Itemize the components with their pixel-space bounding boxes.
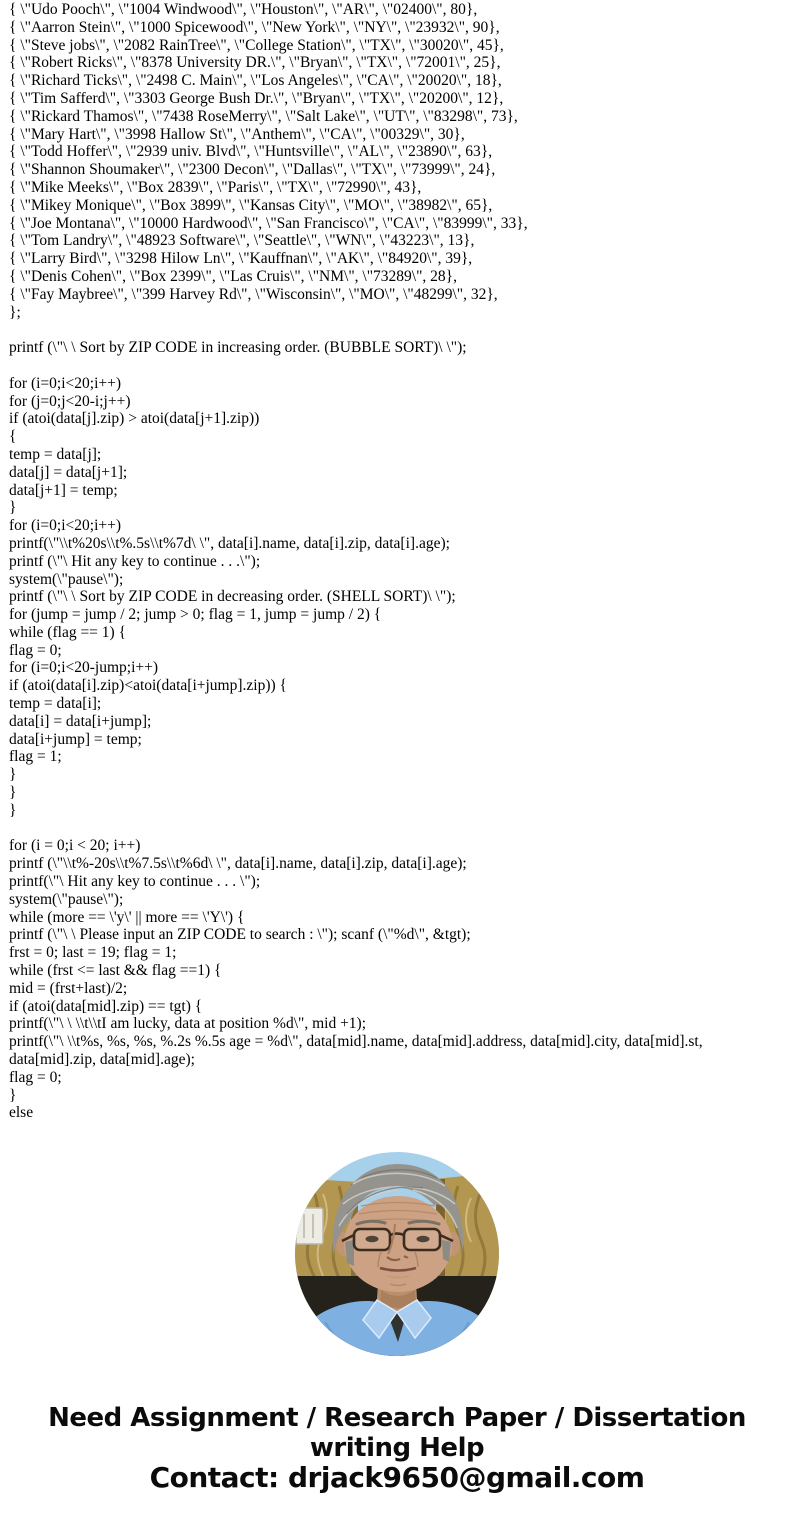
code-line: flag = 0; [9, 1068, 62, 1086]
avatar-wall-frame [296, 1208, 323, 1244]
code-line: while (more == \'y\' || more == \'Y\') { [9, 908, 245, 926]
promo-contact-email: Contact: drjack9650@gmail.com [149, 1461, 645, 1494]
code-line: if (atoi(data[j].zip) > atoi(data[j+1].zip)) [9, 410, 260, 428]
code-line: { [9, 428, 17, 446]
code-line: { \"Steve jobs\", \"2082 RainTree\", \"College Station\", \"TX\", \"30020\", 45}, [9, 36, 504, 54]
promo-line-2: writing Help [309, 1433, 485, 1463]
code-line: temp = data[j]; [9, 445, 102, 463]
code-line: printf (\"\ \ Sort by ZIP CODE in increasing order. (BUBBLE SORT)\ \"); [9, 339, 467, 357]
code-line [9, 820, 731, 838]
code-line: } [9, 499, 17, 517]
code-line: { \"Fay Maybree\", \"399 Harvey Rd\", \"Wisconsin\", \"MO\", \"48299\", 32}, [9, 285, 498, 303]
code-line: } [9, 784, 17, 802]
code-line: data[i] = data[i+jump]; [9, 712, 152, 730]
code-line: printf (\"\\t%-20s\\t%7.5s\\t%6d\ \", data[i].name, data[i].zip, data[i].age); [9, 855, 467, 873]
code-line: printf (\"\ \ Please input an ZIP CODE to search : \"); scanf (\"%d\", &tgt); [9, 926, 471, 944]
code-line: { \"Robert Ricks\", \"8378 University DR.\", \"Bryan\", \"TX\", \"72001\", 25}, [9, 54, 501, 72]
code-line: data[j+1] = temp; [9, 481, 118, 499]
code-line: else [9, 1104, 34, 1122]
code-line: printf(\"\\t%20s\\t%.5s\\t%7d\ \", data[i].name, data[i].zip, data[i].age); [9, 534, 450, 552]
code-line: { \"Aarron Stein\", \"1000 Spicewood\", \"New York\", \"NY\", \"23932\", 90}, [9, 18, 500, 36]
code-block [9, 1, 731, 1122]
code-line: for (i=0;i<20;i++) [9, 517, 122, 535]
code-line: while (flag == 1) { [9, 623, 127, 641]
code-line: { \"Tim Safferd\", \"3303 George Bush Dr.\", \"Bryan\", \"TX\", \"20200\", 12}, [9, 89, 504, 107]
code-line: { \"Mikey Monique\", \"Box 3899\", \"Kansas City\", \"MO\", \"38982\", 65}, [9, 196, 493, 214]
code-line: { \"Richard Ticks\", \"2498 C. Main\", \"Los Angeles\", \"CA\", \"20020\", 18}, [9, 72, 502, 90]
code-line: if (atoi(data[mid].zip) == tgt) { [9, 997, 203, 1015]
code-line: { \"Mike Meeks\", \"Box 2839\", \"Paris\", \"TX\", \"72990\", 43}, [9, 178, 422, 196]
code-line: printf (\"\ Hit any key to continue . . .\"); [9, 552, 261, 570]
code-line: } [9, 766, 17, 784]
code-line: frst = 0; last = 19; flag = 1; [9, 944, 177, 962]
code-line: system(\"pause\"); [9, 570, 124, 588]
code-line: flag = 1; [9, 748, 62, 766]
code-line: for (jump = jump / 2; jump > 0; flag = 1, jump = jump / 2) { [9, 606, 382, 624]
code-line: { \"Joe Montana\", \"10000 Hardwood\", \"San Francisco\", \"CA\", \"83999\", 33}, [9, 214, 528, 232]
code-line: printf(\"\ Hit any key to continue . . . \"); [9, 873, 261, 891]
code-line: for (i=0;i<20-jump;i++) [9, 659, 159, 677]
code-line: mid = (frst+last)/2; [9, 979, 128, 997]
code-line: { \"Rickard Thamos\", \"7438 RoseMerry\", \"Salt Lake\", \"UT\", \"83298\", 73}, [9, 107, 518, 125]
code-line: system(\"pause\"); [9, 890, 124, 908]
code-line: { \"Denis Cohen\", \"Box 2399\", \"Las Cruis\", \"NM\", \"73289\", 28}, [9, 267, 458, 285]
profile-photo-illustration [295, 1152, 499, 1356]
code-line: { \"Larry Bird\", \"3298 Hilow Ln\", \"Kauffnan\", \"AK\", \"84920\", 39}, [9, 250, 473, 268]
code-line: if (atoi(data[i].zip)<atoi(data[i+jump].zip)) { [9, 677, 287, 695]
code-line: for (j=0;j<20-i;j++) [9, 392, 131, 410]
code-line: printf(\"\ \ \\t\\tI am lucky, data at position %d\", mid +1); [9, 1015, 367, 1033]
code-line: data[j] = data[j+1]; [9, 463, 128, 481]
promo-text [0, 1403, 794, 1493]
code-line: } [9, 801, 17, 819]
code-line: { \"Mary Hart\", \"3998 Hallow St\", \"Anthem\", \"CA\", \"00329\", 30}, [9, 125, 465, 143]
code-line: for (i = 0;i < 20; i++) [9, 837, 141, 855]
promo-line-1: Need Assignment / Research Paper / Dissertation [48, 1403, 746, 1433]
profile-photo [295, 1152, 499, 1356]
code-line [9, 357, 731, 375]
code-line: temp = data[i]; [9, 695, 102, 713]
code-line: printf (\"\ \ Sort by ZIP CODE in decreasing order. (SHELL SORT)\ \"); [9, 588, 456, 606]
code-line: { \"Shannon Shoumaker\", \"2300 Decon\", \"Dallas\", \"TX\", \"73999\", 24}, [9, 161, 496, 179]
code-line: { \"Todd Hoffer\", \"2939 univ. Blvd\", \"Huntsville\", \"AL\", \"23890\", 63}, [9, 143, 493, 161]
code-line: { \"Tom Landry\", \"48923 Software\", \"Seattle\", \"WN\", \"43223\", 13}, [9, 232, 475, 250]
code-line: }; [9, 303, 21, 321]
code-line: printf(\"\ \\t%s, %s, %s, %.2s %.5s age = %d\", data[mid].name, data[mid].address, data[mid].city, data[mid].st, data[mid].zip, data[mid].age); [9, 1033, 707, 1069]
code-line: { \"Udo Pooch\", \"1004 Windwood\", \"Houston\", \"AR\", \"02400\", 80}, [9, 1, 478, 18]
code-line: data[i+jump] = temp; [9, 730, 142, 748]
code-line: flag = 0; [9, 641, 62, 659]
code-line: while (frst <= last && flag ==1) { [9, 962, 222, 980]
code-line [9, 321, 731, 339]
code-line: } [9, 1086, 17, 1104]
code-line: for (i=0;i<20;i++) [9, 374, 122, 392]
